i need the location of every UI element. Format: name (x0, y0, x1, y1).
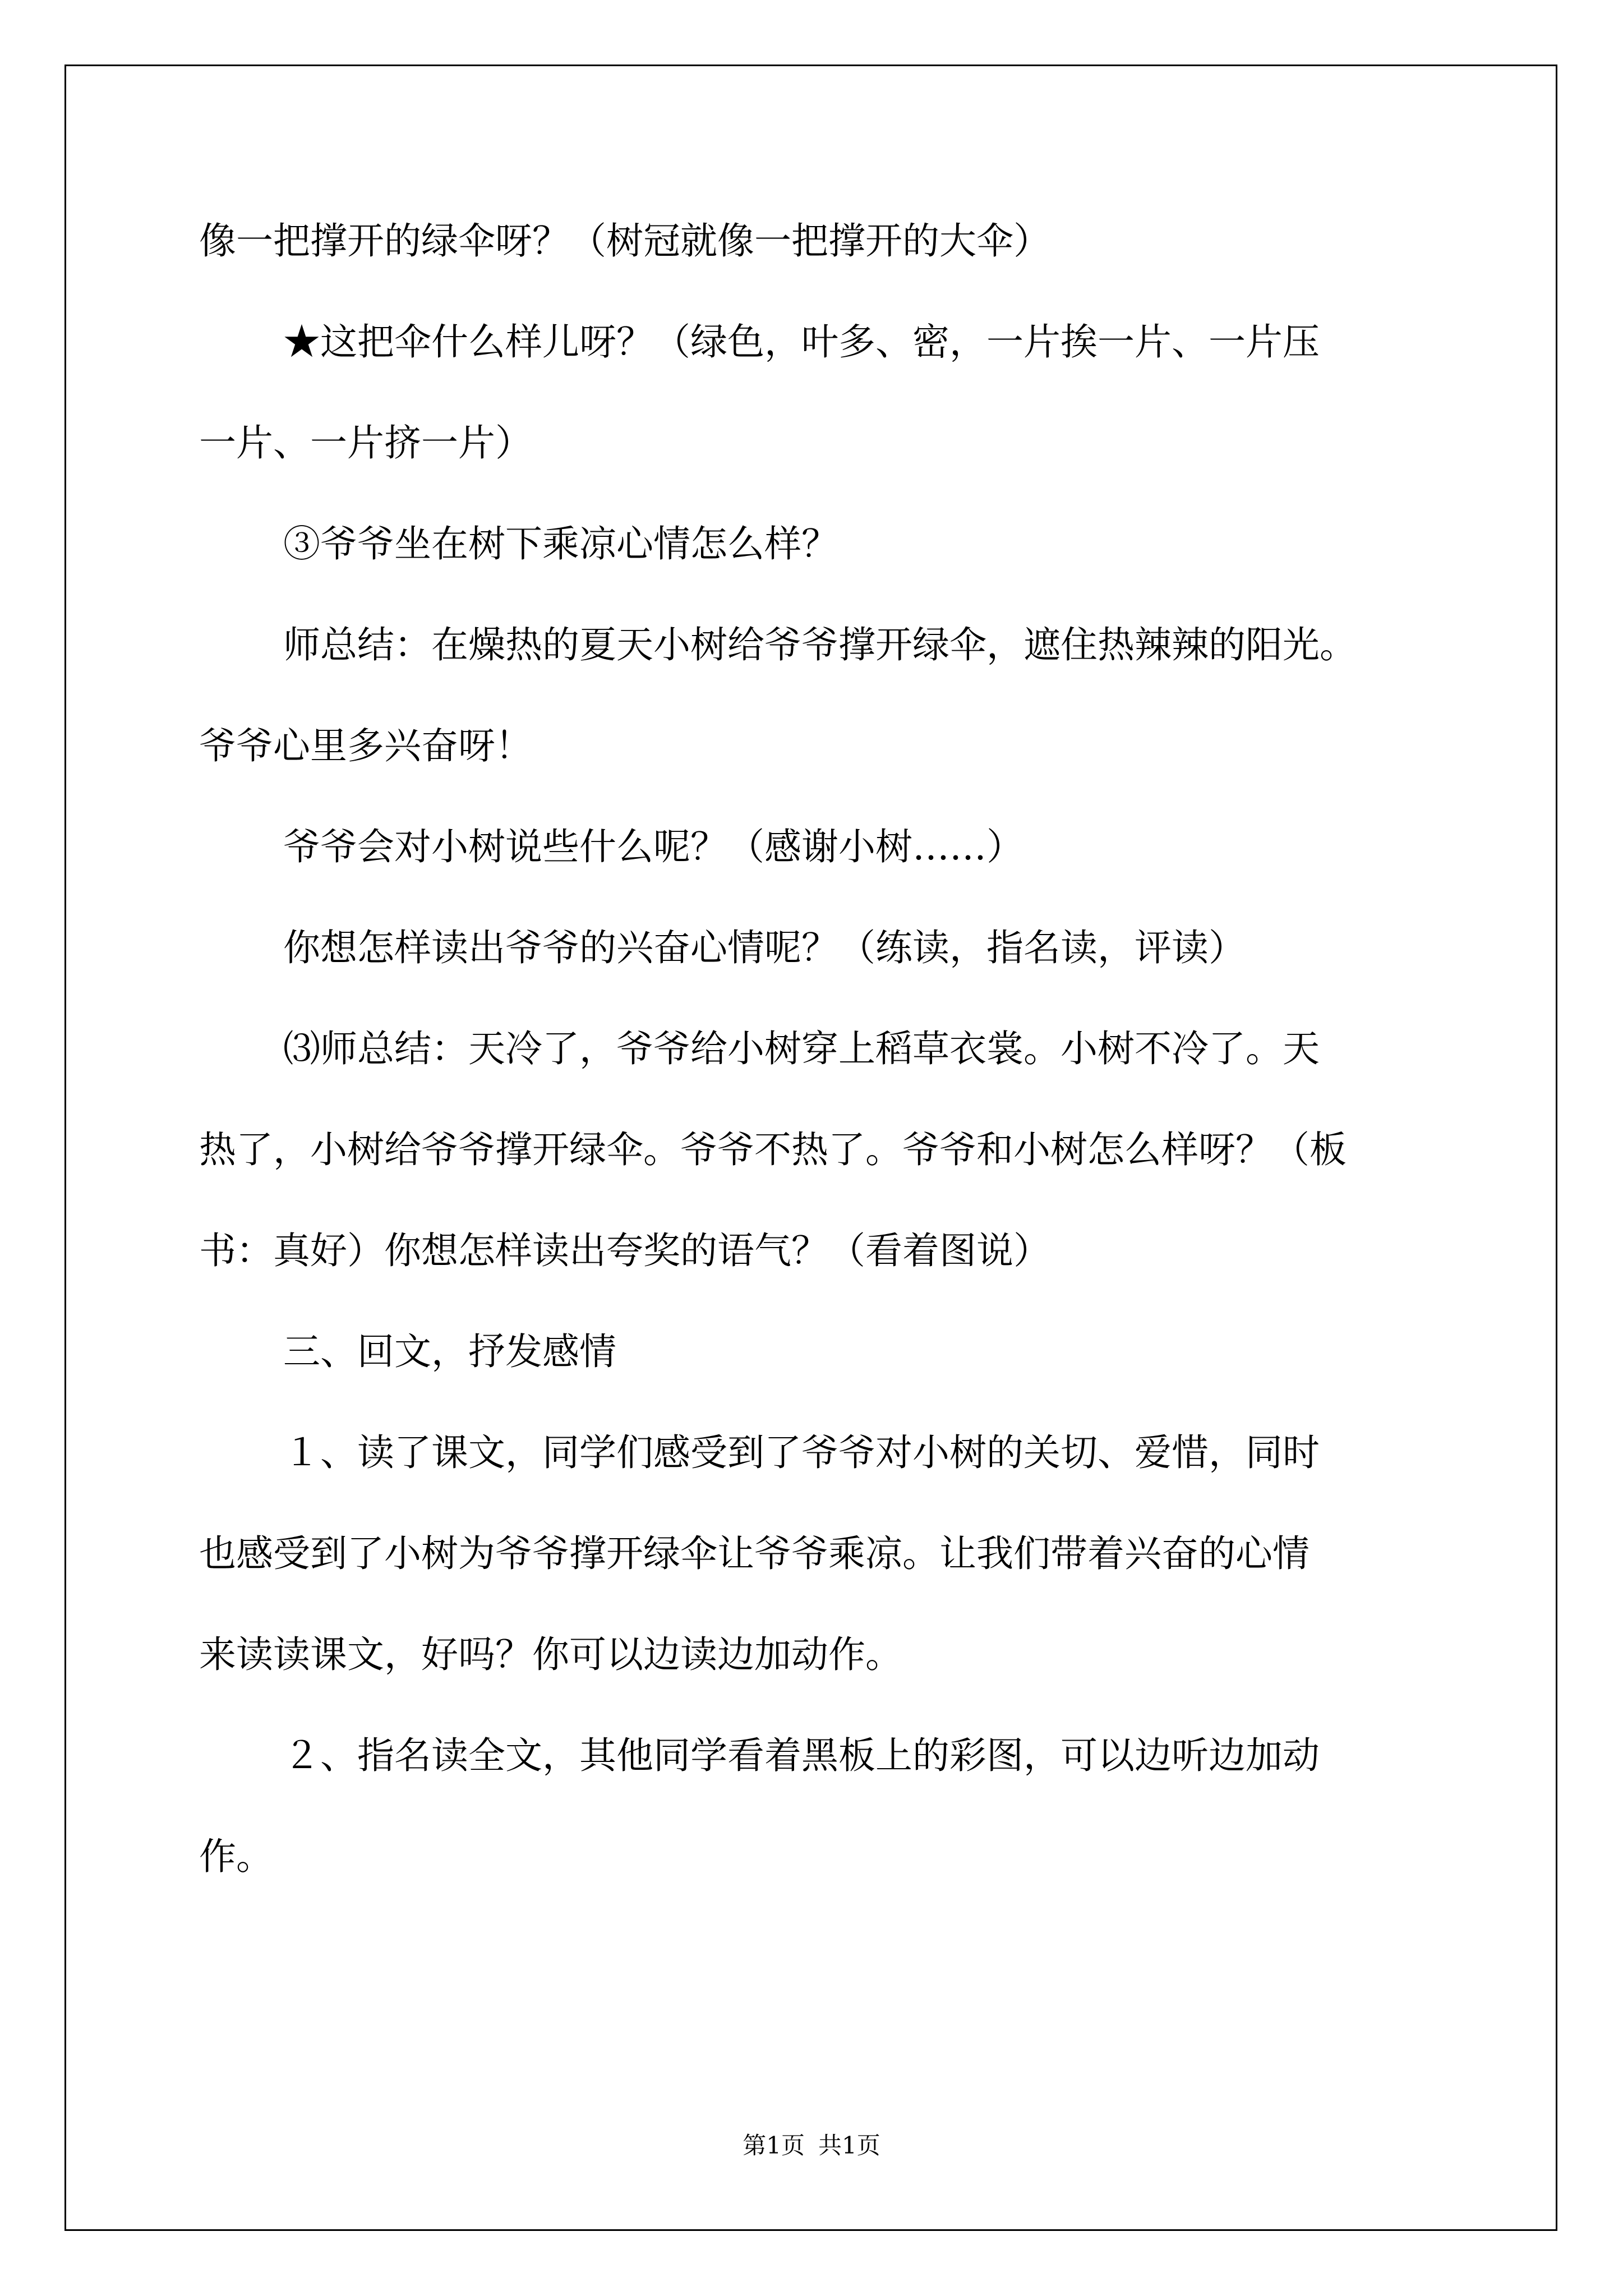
text-line: ★这把伞什么样儿呀？（绿色，叶多、密，一片挨一片、一片压 (283, 320, 1320, 364)
text-line: 也感受到了小树为爷爷撑开绿伞让爷爷乘凉。让我们带着兴奋的心情 (199, 1532, 1310, 1575)
text-line: １、读了课文，同学们感受到了爷爷对小树的关切、爱惜，同时 (283, 1431, 1320, 1474)
text-line: 爷爷心里多兴奋呀！ (199, 724, 532, 767)
text-line: 师总结：在燥热的夏天小树给爷爷撑开绿伞，遮住热辣辣的阳光。 (283, 623, 1357, 666)
text-line: 来读读课文，好吗？你可以边读边加动作。 (199, 1633, 902, 1676)
text-line: 爷爷会对小树说些什么呢？（感谢小树……） (283, 825, 1023, 868)
section-heading: 三、回文，抒发感情 (283, 1330, 616, 1373)
text-line: ③爷爷坐在树下乘凉心情怎么样？ (283, 522, 838, 565)
text-line: 像一把撑开的绿伞呀？（树冠就像一把撑开的大伞） (199, 219, 1050, 263)
page-footer (0, 2132, 1623, 2160)
text-line: 热了，小树给爷爷撑开绿伞。爷爷不热了。爷爷和小树怎么样呀？（板 (199, 1128, 1347, 1171)
text-line: ⑶师总结：天冷了，爷爷给小树穿上稻草衣裳。小树不冷了。天 (283, 1027, 1320, 1070)
text-line: 你想怎样读出爷爷的兴奋心情呢？（练读，指名读，评读） (283, 926, 1246, 969)
text-line: ２、指名读全文，其他同学看着黑板上的彩图，可以边听边加动 (283, 1734, 1320, 1777)
page-total: 共1页 (818, 2132, 880, 2159)
text-line: 一片、一片挤一片） (199, 421, 532, 464)
page-number: 第1页 (743, 2132, 805, 2159)
text-line: 作。 (199, 1835, 273, 1878)
text-line: 书：真好）你想怎样读出夸奖的语气？（看着图说） (199, 1229, 1050, 1272)
